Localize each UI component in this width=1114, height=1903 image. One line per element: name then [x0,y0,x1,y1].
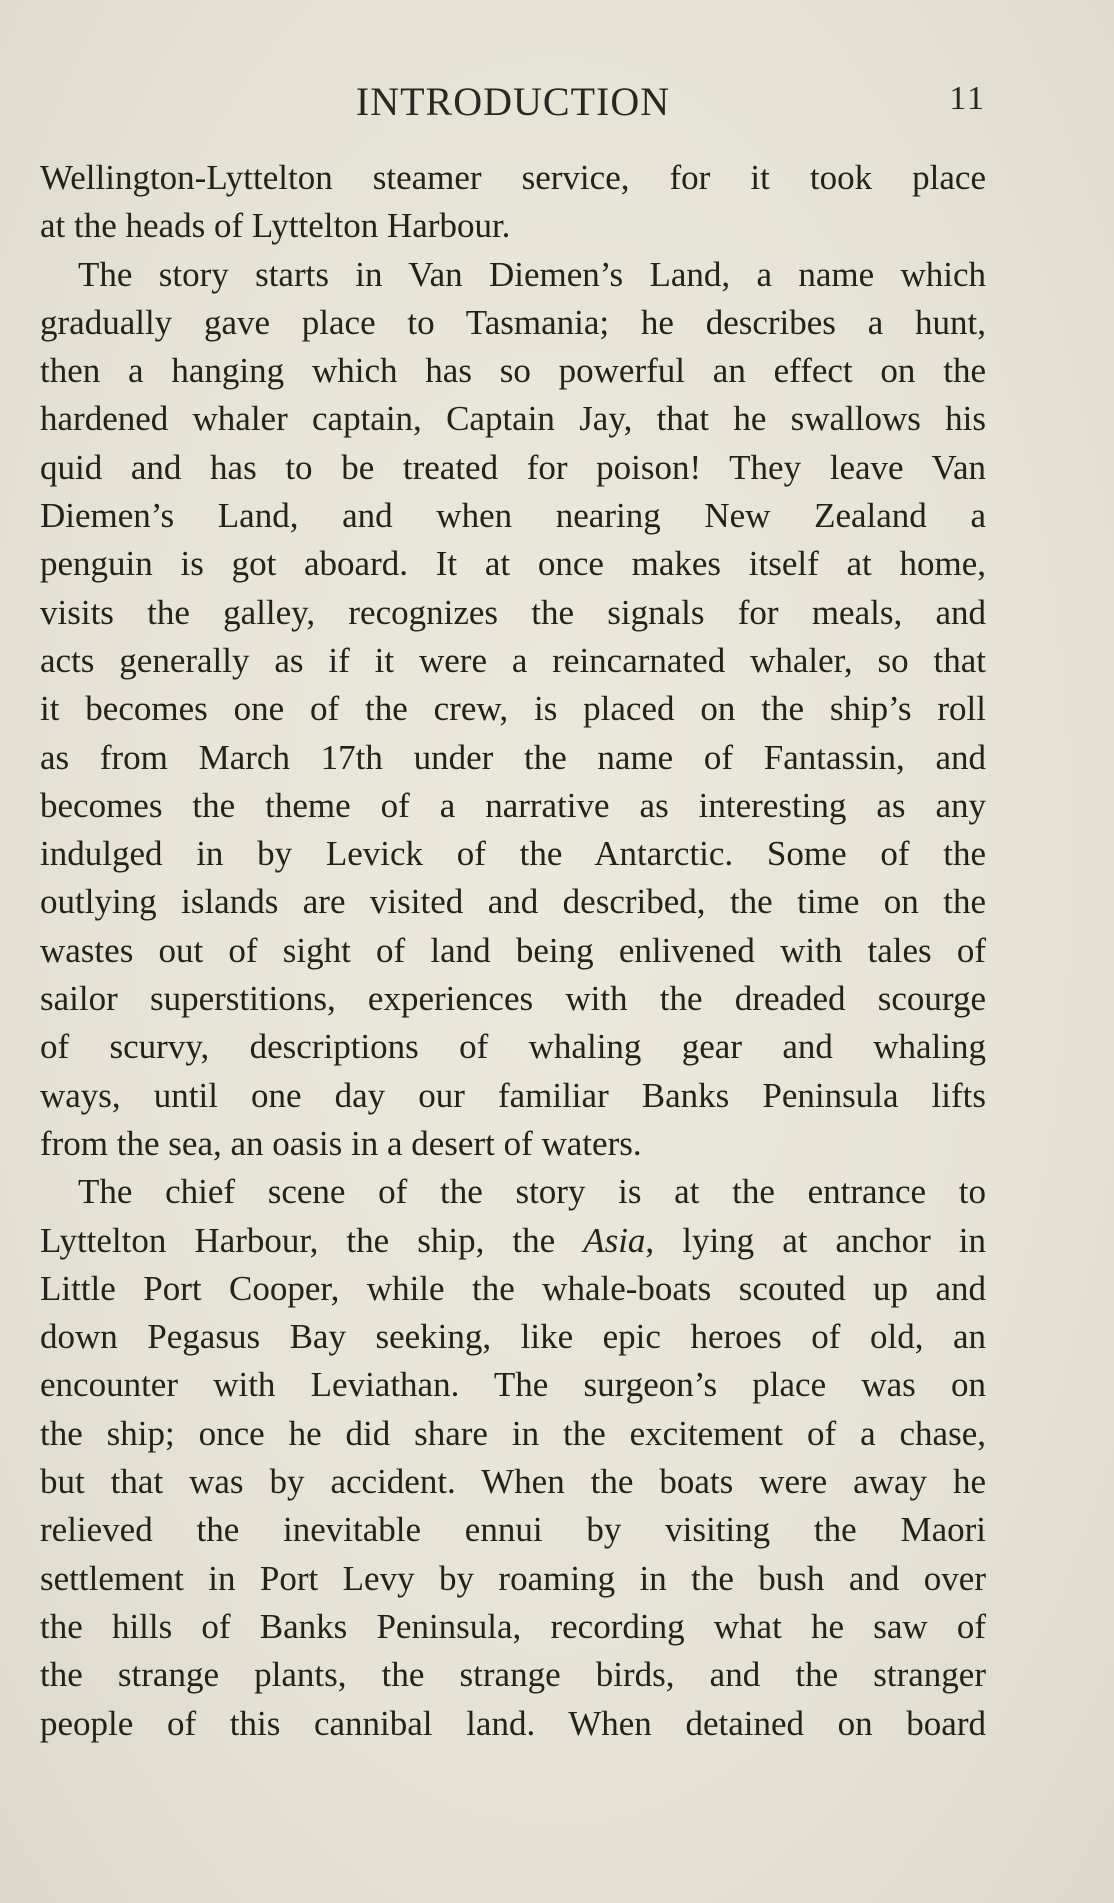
text-line: of scurvy, descriptions of whaling gear and whaling [40,1027,986,1067]
text-line: indulged in by Levick of the Antarctic. Some of the [40,834,986,874]
ship-name-italic: Asia [583,1220,646,1260]
text-line: the ship; once he did share in the excitement of a chase, [40,1413,986,1453]
text-line: settlement in Port Levy by roaming in the bush and over [40,1558,986,1598]
text-line: Diemen’s Land, and when nearing New Zealand a [40,496,986,536]
page-number: 11 [949,80,986,117]
text-line: visits the galley, recognizes the signals for meals, and [40,592,986,632]
page-header [40,78,986,128]
text-line: it becomes one of the crew, is placed on the ship’s roll [40,689,986,729]
text-line: but that was by accident. When the boats were away he [40,1462,986,1502]
text-line: Little Port Cooper, while the whale-boats scouted up and [40,1268,986,1308]
text-line: then a hanging which has so powerful an effect on the [40,351,986,391]
text-line-with-italic [40,1217,986,1265]
running-title: INTRODUCTION [355,79,671,124]
text-fragment: Lyttelton Harbour, the ship, the [40,1220,584,1260]
text-line: from the sea, an oasis in a desert of waters. [40,1123,642,1163]
text-line: at the heads of Lyttelton Harbour. [40,206,511,246]
text-line: hardened whaler captain, Captain Jay, that he swallows his [40,399,986,439]
text-line: as from March 17th under the name of Fantassin, and [40,737,986,777]
text-line: The chief scene of the story is at the entrance to [78,1172,986,1212]
text-line: the hills of Banks Peninsula, recording what he saw of [40,1606,986,1646]
text-line: quid and has to be treated for poison! They leave Van [40,447,986,487]
text-line: gradually gave place to Tasmania; he describes a hunt, [40,302,986,342]
text-line: down Pegasus Bay seeking, like epic heroes of old, an [40,1317,986,1357]
text-line: ways, until one day our familiar Banks Peninsula lifts [40,1075,986,1115]
text-line: people of this cannibal land. When detained on board [40,1703,986,1743]
text-line: the strange plants, the strange birds, and the stranger [40,1655,986,1695]
text-line: sailor superstitions, experiences with the dreaded scourge [40,979,986,1019]
text-line: wastes out of sight of land being enlivened with tales of [40,930,986,970]
text-line: penguin is got aboard. It at once makes itself at home, [40,544,986,584]
text-fragment: , lying at anchor in [645,1220,987,1260]
text-line: Wellington-Lyttelton steamer service, for it took place [40,158,986,197]
text-line: encounter with Leviathan. The surgeon’s place was on [40,1365,986,1405]
body-text [40,154,986,1748]
text-line: relieved the inevitable ennui by visiting the Maori [40,1510,986,1550]
text-line: acts generally as if it were a reincarnated whaler, so that [40,640,986,680]
text-line: The story starts in Van Diemen’s Land, a name which [78,254,986,294]
text-line: outlying islands are visited and described, the time on the [40,882,986,922]
text-line: becomes the theme of a narrative as interesting as any [40,785,986,825]
